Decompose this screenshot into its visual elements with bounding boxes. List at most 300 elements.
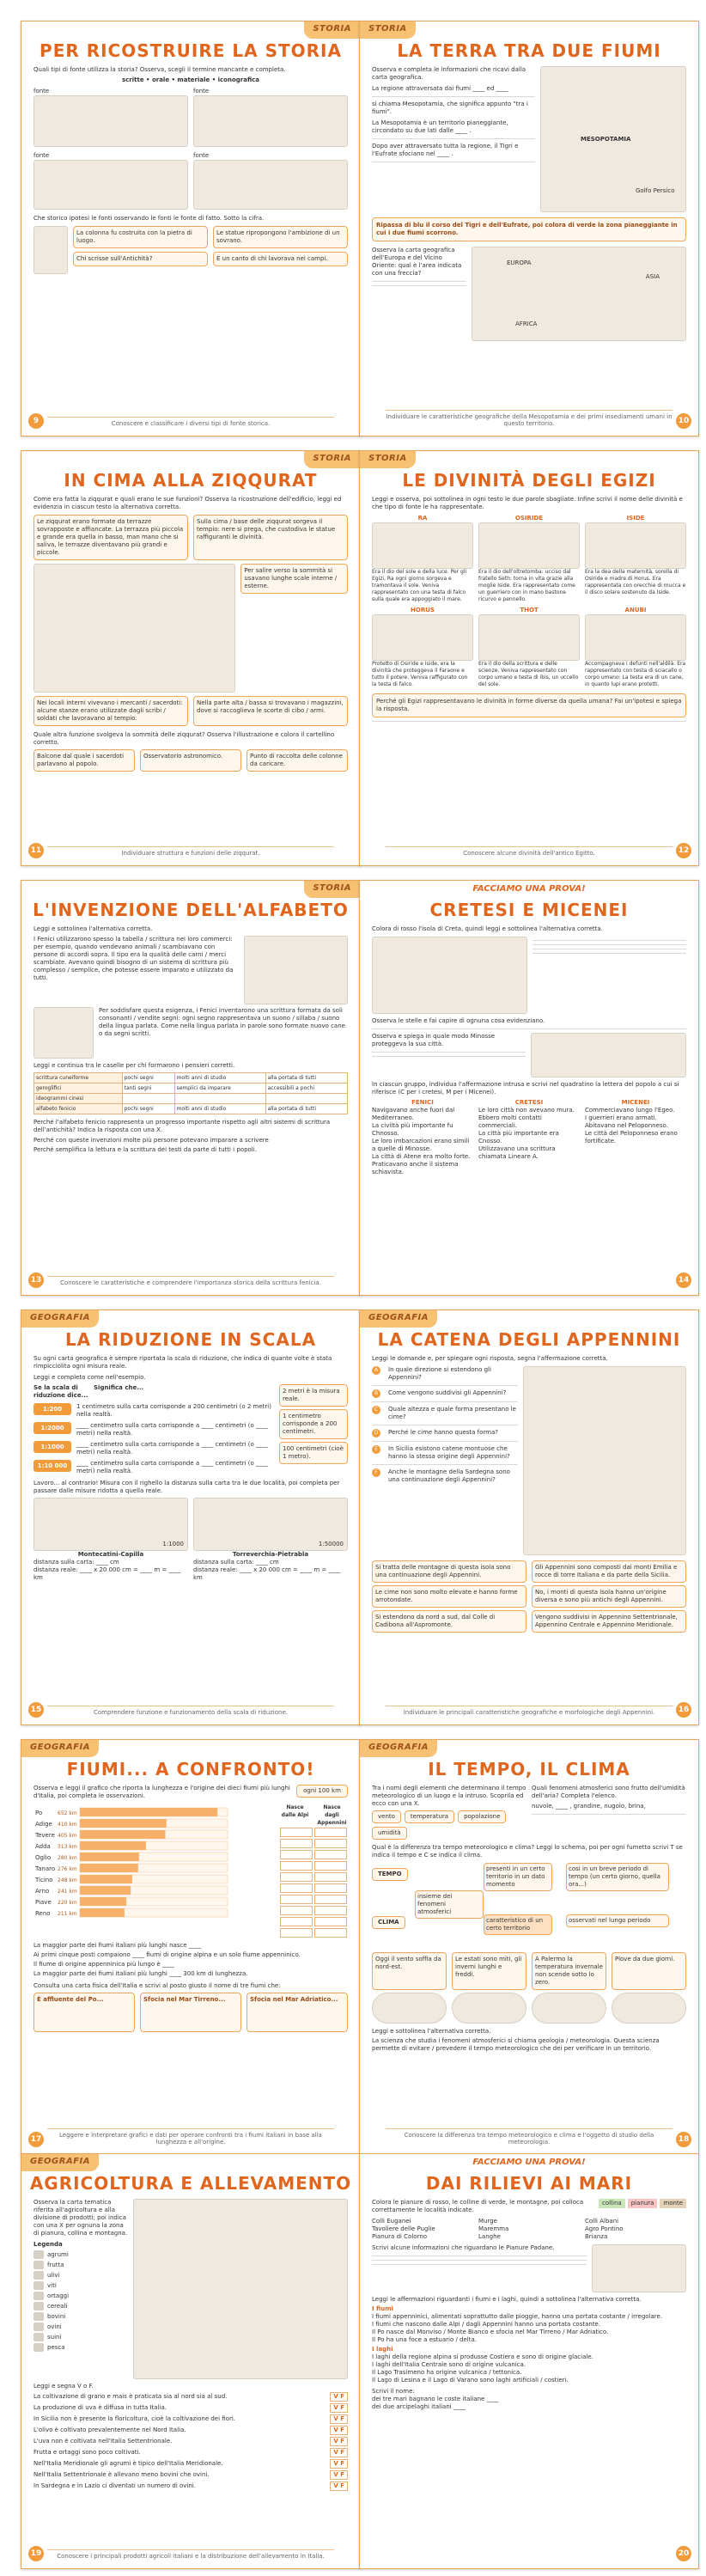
scale-sentence: ____ centimetro sulla carta corrisponde a ____ centimetri (o ____ metri) nella realtà. — [76, 1422, 269, 1437]
tf-row — [33, 2448, 348, 2457]
source-image-1 — [33, 95, 188, 147]
check-cell[interactable] — [314, 1861, 347, 1871]
legend-item — [33, 2333, 128, 2341]
place[interactable]: Pianura di Colorno — [372, 2233, 428, 2240]
deity-image — [372, 522, 473, 569]
answer-card[interactable]: Punto di raccolta delle colonne da caricare. — [246, 749, 348, 772]
river-name: Tanaro — [35, 1865, 56, 1872]
cell[interactable]: semplici da imparare — [174, 1084, 265, 1094]
check-cell[interactable] — [314, 1883, 347, 1893]
weather-bubble: Oggi il vento soffia da nord-est. — [372, 1952, 447, 1990]
tf-statement: La produzione di uva è diffusa in tutta Italia. — [33, 2404, 167, 2411]
origin-check-grid — [279, 1827, 348, 1938]
statement: Commerciavano lungo l'Egeo. — [585, 1107, 675, 1114]
fill-item: La regione attraversata dai fiumi ____ ed ____ — [372, 85, 508, 92]
cell[interactable] — [265, 1094, 347, 1104]
legend-item — [33, 2250, 128, 2259]
speech-bubble: Le statue ripropongono l'ambizione di un sovrano. — [213, 226, 348, 248]
question-1: Leggi e osserva, poi sottolinea in ogni testo le due parole sbagliate. Infine scrivi il nome delle divinità e che tipo di fonte le ha rappresentate. — [372, 496, 683, 510]
river-name: Ticino — [35, 1877, 53, 1883]
tf-row — [33, 2403, 348, 2413]
merchant-illustration — [244, 936, 348, 1004]
column-head: MICENEI — [621, 1099, 650, 1106]
list-hint: nuvole, ____ , grandine, nugolo, brina, — [532, 1803, 646, 1810]
question-1: Colora le pianure di rosso, le colline di verde, le montagne, poi colloca correttamente le località indicate. — [372, 2199, 584, 2213]
option[interactable]: Perché semplifica la lettura e la scrittura dei testi da parte di tutti i popoli. — [33, 1146, 257, 1153]
river-bar — [80, 1875, 132, 1883]
page-number: 9 — [28, 413, 44, 429]
statement: I guerrieri erano armati. — [585, 1114, 657, 1121]
scale-legend: ogni 100 km — [296, 1785, 348, 1798]
question-item: Quale altezza e quale forma presentano le cime? — [388, 1406, 516, 1420]
palace-illustration — [531, 1033, 686, 1077]
check-cell[interactable] — [280, 1906, 313, 1915]
deity-caption: Era il dio della scrittura e delle scienze. Veniva rappresentato con corpo umano e testa di ibis, un uccello del sole. — [478, 661, 579, 687]
answer-card[interactable]: Le cime non sono molto elevate e hanno forme arrotondate. — [372, 1585, 526, 1608]
italy-map — [523, 1366, 686, 1555]
legend-item — [33, 2271, 128, 2280]
deity-name: RA — [417, 515, 428, 522]
observation: Il fiume di origine appenninica più lungo è ____ — [33, 1961, 174, 1968]
check-cell[interactable] — [280, 1895, 313, 1904]
check-row — [279, 1916, 348, 1927]
info-box: Per salire verso la sommità si usavano lunghe scale interne / esterne. — [240, 564, 348, 594]
question-2: Che storico ipotesi le fonti osservando le fonti le fonte di fatto. Sotto la cifra. — [33, 215, 265, 222]
question-item: In quale direzione si estendono gli Appennini? — [388, 1366, 491, 1381]
answer-card[interactable]: Osservatorio astronomico. — [140, 749, 241, 772]
speech-bubble: 1 centimetro corrisponde a 200 centimetri. — [279, 1409, 348, 1439]
option[interactable]: Perché con queste invenzioni molte più persone potevano imparare a scrivere — [33, 1137, 269, 1144]
true-false-toggle[interactable]: V F — [330, 2437, 348, 2446]
deity-name: OSIRIDE — [514, 515, 544, 522]
page-number: 14 — [676, 1273, 691, 1288]
page-ziqqurat — [21, 450, 361, 866]
cell[interactable] — [174, 1094, 265, 1104]
check-cell[interactable] — [280, 1928, 313, 1938]
question-1: Leggi e sottolinea l'alternativa corretta. — [33, 925, 153, 932]
legend-chip: pianura — [628, 2199, 658, 2208]
deity-name: ANUBI — [624, 607, 647, 613]
cell[interactable]: alla portata di tutti — [265, 1104, 347, 1114]
place[interactable]: Maremma — [478, 2225, 509, 2232]
scale-sentence: ____ centimetro sulla carta corrisponde a ____ centimetri (o ____ metri) nella realtà. — [76, 1460, 269, 1474]
scale-badge: 1:200 — [33, 1403, 71, 1415]
place[interactable]: Brianza — [585, 2233, 608, 2240]
place[interactable]: Colli Euganei — [372, 2218, 411, 2225]
check-row — [279, 1927, 348, 1938]
tf-row — [33, 2459, 348, 2469]
cell[interactable]: alla portata di tutti — [265, 1073, 347, 1084]
page-title: DAI RILIEVI AI MARI — [425, 2173, 633, 2194]
question-2: Lavoro... al contrario! Misura con il righello la distanza sulla carta tra le due località, poi completa per passare dalle misure ridotta a quella reale. — [33, 1480, 340, 1494]
statement: Utilizzavano una scrittura chiamata Lineare A. — [478, 1145, 556, 1160]
true-false-toggle[interactable]: V F — [330, 2426, 348, 2435]
column-illustration — [33, 226, 68, 274]
tf-row — [33, 2392, 348, 2402]
legend-label: ortaggi — [47, 2292, 70, 2299]
instruction-box: Ripassa di blu il corso del Tigri e dell'Eufrate, poi colora di verde la zona pianeggiante in cui i due fiumi scorrono. — [372, 217, 686, 241]
person-avatar — [452, 1993, 526, 2024]
page-footer: Leggere e interpretare grafici e dati per operare confronti tra i fiumi italiani in base alla lunghezza e all'origine. — [47, 2128, 334, 2146]
question-1: Leggi e completa come nell'esempio. — [33, 1374, 146, 1381]
question-1: Leggi le domande e, per spiegare ogni risposta, segna l'affermazione corretta. — [372, 1355, 608, 1362]
column-head: FENICI — [411, 1099, 434, 1106]
subject-tab: GEOGRAFIA — [21, 1310, 99, 1328]
fill-line: dei due arcipelaghi italiani ____ — [372, 2403, 466, 2410]
observation: La maggior parte dei fiumi italiani più lunghi nasce ____ — [33, 1942, 201, 1949]
statement: Le loro città non avevano mura. — [478, 1107, 575, 1114]
legend-symbol-icon — [33, 2323, 44, 2331]
scale-sentence: ____ centimetro sulla carta corrisponde a ____ centimetri (o ____ metri) nella realtà. — [76, 1441, 269, 1456]
river-name: Po — [35, 1810, 43, 1816]
speech-bubble: È un canto di chi lavorava nei campi. — [213, 252, 348, 266]
answer-card[interactable]: Si estendono da nord a sud, dal Colle di Cadibona all'Aspromonte. — [372, 1610, 526, 1633]
statement: Le loro imbarcazioni erano simili a quelle di Minosse. — [372, 1138, 470, 1152]
tf-row — [33, 2426, 348, 2435]
check-row — [279, 1838, 348, 1849]
legend-label: agrumi — [47, 2250, 69, 2258]
page-footer: Conoscere e classificare i diversi tipi di fonte storica. — [47, 417, 334, 427]
cell: ideogrammi cinesi — [34, 1094, 123, 1104]
place[interactable]: Tavoliere delle Puglie — [372, 2225, 435, 2232]
cell[interactable]: pochi segni — [122, 1104, 174, 1114]
true-false-toggle[interactable]: V F — [330, 2403, 348, 2413]
italy-agri-map — [133, 2199, 348, 2379]
column-head: Nasce dalle Alpi — [281, 1804, 309, 1818]
legend-symbol-icon — [33, 2333, 44, 2341]
check-cell[interactable] — [314, 1839, 347, 1848]
weather-bubble: Le estati sono miti, gli inverni lunghi e freddi. — [452, 1952, 526, 1990]
mesopotamia-map — [540, 66, 686, 212]
river-length-label: 313 km — [58, 1844, 77, 1850]
concept-box: presenti in un certo territorio in un dato momento — [484, 1863, 552, 1891]
question-2: Consulta una carta fisica dell'Italia e scrivi al posto giusto il nome di tre fiumi che: — [33, 1982, 281, 1989]
statement: Il Po ha una foce a estuario / delta. — [372, 2336, 477, 2343]
speech-bubble: 100 centimetri (cioè 1 metro). — [279, 1442, 348, 1464]
legend-label: bovini — [47, 2312, 66, 2320]
question-1: Osserva la carta tematica riferita all'agricoltura e alla divisione di prodotti; poi indica con una X per ognuna la zona di pianura, collina e montagna. — [33, 2199, 128, 2237]
true-false-toggle[interactable]: V F — [330, 2470, 348, 2480]
true-false-toggle[interactable]: V F — [330, 2448, 348, 2457]
answer-card[interactable]: No, i monti di questa isola hanno un'origine diversa e sono più antichi degli Appennini. — [532, 1585, 686, 1608]
place[interactable]: Agro Pontino — [585, 2225, 624, 2232]
cell[interactable]: molti anni di studio — [174, 1104, 265, 1114]
check-cell[interactable] — [314, 1895, 347, 1904]
check-cell[interactable] — [314, 1850, 347, 1859]
legend-symbol-icon — [33, 2250, 44, 2259]
river-bar — [80, 1864, 138, 1872]
writing-table — [33, 1072, 348, 1114]
statement: Praticavano anche il sistema schiavista. — [372, 1161, 459, 1175]
page-number: 10 — [676, 413, 691, 429]
tf-row — [33, 2437, 348, 2446]
map-label: Golfo Persico — [636, 187, 675, 194]
river-length-label: 241 km — [58, 1889, 77, 1895]
cell: geroglifici — [34, 1084, 123, 1094]
question-2: Scrivi alcune informazioni che riguardano le Pianure Padane. — [372, 2244, 555, 2251]
page-title: CRETESI E MICENEI — [429, 900, 629, 920]
legend-symbol-icon — [33, 2292, 44, 2300]
check-cell[interactable] — [280, 1872, 313, 1882]
choice-chip[interactable]: vento — [372, 1810, 401, 1823]
page-number: 17 — [28, 2132, 44, 2147]
page-number: 15 — [28, 1702, 44, 1718]
answer-card[interactable]: Vengono suddivisi in Appennino Settentrionale, Appennino Centrale e Appennino Meridionale. — [532, 1610, 686, 1633]
cell[interactable]: molti anni di studio — [174, 1073, 265, 1084]
river-box[interactable]: È affluente del Po... — [33, 1993, 135, 2032]
page-title: FIUMI... A CONFRONTO! — [66, 1759, 315, 1779]
cell[interactable]: pochi segni — [122, 1073, 174, 1084]
choice-chip[interactable]: popolazione — [458, 1810, 506, 1823]
subject-tab: GEOGRAFIA — [21, 1740, 99, 1757]
statement: La città più importante era Cnosso. — [478, 1130, 559, 1145]
legend-item — [33, 2292, 128, 2300]
page-terra-due-fiumi — [359, 21, 699, 436]
check-row — [279, 1860, 348, 1871]
page-number: 19 — [28, 2546, 44, 2561]
river-bar — [80, 1886, 131, 1895]
statement: Ebbero molti contatti commerciali. — [478, 1114, 542, 1129]
legend-item — [33, 2261, 128, 2269]
map-label: MESOPOTAMIA — [581, 136, 631, 143]
statement: Il Lago Trasimeno ha origine vulcanica / tettonica. — [372, 2369, 522, 2376]
speech-bubble: La colonna fu costruita con la pietra di luogo. — [73, 226, 208, 248]
crete-map — [372, 937, 527, 1014]
place[interactable]: Langhe — [478, 2233, 501, 2240]
check-cell[interactable] — [280, 1861, 313, 1871]
scale-badge: 1:2000 — [33, 1422, 71, 1434]
speech-bubble: 2 metri è la misura reale. — [279, 1384, 348, 1407]
cell[interactable]: tanti segni — [122, 1084, 174, 1094]
person-avatar — [532, 1993, 606, 2024]
legend-symbol-icon — [33, 2271, 44, 2280]
scribe-illustration — [33, 1007, 94, 1059]
legend-symbol-icon — [33, 2302, 44, 2310]
scale-label: 1:1000 — [162, 1541, 184, 1547]
paragraph: Per soddisfare questa esigenza, i Fenici inventarono una scrittura formata da soli consonanti / vendite segni: ogni segno rappresentava un suono / sillaba / suono della lingua parlata. Come nella lingua parlata in parole sono formate nuovo cane o da segni scritti. — [99, 1007, 345, 1037]
legend-label: ovini — [47, 2323, 62, 2330]
question-1: Osserva e leggi il grafico che riporta la lunghezza e l'origine dei dieci fiumi più lunghi d'Italia, poi completa le osservazioni. — [33, 1785, 290, 1799]
page-tempo-clima — [359, 1739, 699, 2155]
page-number: 18 — [676, 2132, 691, 2147]
deity-caption: Era il dio del sole e della luce. Per gli Egizi, Ra ogni giorno sorgeva e tramontava il sole. Veniva rappresentato con una testa di falco sulla quale era appoggiato il mare. — [372, 569, 467, 602]
check-cell[interactable] — [314, 1906, 347, 1915]
river-box[interactable]: Sfocia nel Mar Adriatico... — [246, 1993, 348, 2032]
deity-image — [478, 614, 580, 661]
info-box: Le ziqqurat erano formate da terrazze sovrapposte e affiancate. La terrazza più piccola e grande era quella in basso, man mano che si saliva, le terrazze diventavano più grandi e piccole. — [33, 515, 188, 560]
statement: Il Lago di Lesina e il Lago di Varano sono laghi artificiali / costieri. — [372, 2377, 569, 2384]
source-label: fonte — [193, 152, 210, 159]
check-row — [279, 1894, 348, 1905]
page-footer: Conoscere la differenza tra tempo meteorologico e clima e l'oggetto di studio della meteorologia. — [386, 2128, 673, 2146]
legend-symbol-icon — [33, 2261, 44, 2269]
subject-tab: STORIA — [304, 21, 360, 39]
fill-item: Dopo aver attraversato tutta la regione, il Tigri e l'Eufrate sfociano nel ____ . — [372, 143, 519, 157]
question-3: Qual è la differenza tra tempo meteorologico e clima? Leggi lo schema, poi per ogni fumetto scrivi T se indica il tempo e C se indica il clima. — [372, 1844, 683, 1859]
river-name: Adda — [35, 1843, 51, 1850]
true-false-list — [33, 2392, 348, 2491]
check-row — [279, 1871, 348, 1883]
page-divinita-egizi — [359, 450, 699, 866]
check-cell[interactable] — [314, 1872, 347, 1882]
check-cell[interactable] — [314, 1928, 347, 1938]
page-alfabeto — [21, 880, 361, 1296]
concept-tempo: TEMPO — [372, 1868, 408, 1881]
river-bar — [80, 1830, 166, 1839]
page-number: 13 — [28, 1273, 44, 1288]
place[interactable]: Murge — [478, 2218, 497, 2225]
page-appennini: GEOGRAFIA LA CATENA DEGLI APPENNINI Leggi le domande e, per spiegare ogni risposta, segna l'affermazione corretta. A In quale direzione si estendono gli Appennini? B Come vengono suddivisi gli Appennini? C Quale altezza e quale forma presentano le cime? D Perché le cime hanno questa forma? E In Sicilia esistono catene montuose che hanno la stessa origine degli Appennini? F Anche le montagne della Sardegna sono una continuazione degli Appennini? Si tratta delle montagne di questa isola sono una continuazione degli Appennini. Gli Appennini sono composti dai monti Emilia e rocce di torre Italiana e da parte della Sicilia. Le cime non sono molto elevate e hanno forme arrotondate. No, i monti di questa isola hanno un'origine diversa e sono più antichi degli Appennini. Si estendono da nord a sud, dal Colle di Cadibona all'Aspromonte. Vengono suddivisi in Appennino Settentrionale, Appennino Centrale e Appennino Meridionale. Individuare le principali caratteristiche geografiche e morfologiche degli Appennini. 16 — [359, 1309, 699, 1725]
page-title: LA CATENA DEGLI APPENNINI — [377, 1329, 681, 1350]
calc-line: distanza reale: ____ x 20 000 cm = ____ m = ____ km — [193, 1566, 341, 1581]
page-number: 20 — [676, 2546, 691, 2561]
deity-caption: Accompagnava i defunti nell'aldilà. Era rappresentato con testa di sciacallo o corpo umano: La testa era di un cane, in quanto lupi erano protetti. — [585, 661, 686, 687]
table-head: Significa che... — [94, 1384, 144, 1391]
question-3: Leggi le affermazioni riguardanti i fiumi e i laghi, quindi a sottolinea l'alternativa corretta. — [372, 2296, 642, 2303]
deity-name: ISIDE — [626, 515, 645, 522]
source-label: fonte — [33, 88, 50, 95]
statement: Abitavano nel Peloponneso. — [585, 1122, 668, 1129]
page-footer: Conoscere i principali prodotti agricoli italiani e la distribuzione dell'allevamento in Italia. — [47, 2549, 334, 2560]
page-title: LA RIDUZIONE IN SCALA — [64, 1329, 317, 1350]
source-image-4 — [193, 160, 348, 210]
river-length-label: 652 km — [58, 1810, 77, 1816]
deity-image — [585, 522, 686, 569]
check-cell[interactable] — [280, 1917, 313, 1926]
deity-name: HORUS — [411, 607, 435, 613]
check-cell[interactable] — [314, 1917, 347, 1926]
check-cell[interactable] — [280, 1883, 313, 1893]
check-cell[interactable] — [280, 1839, 313, 1848]
choice-chip[interactable]: temperatura — [405, 1810, 454, 1823]
river-length-label: 248 km — [58, 1877, 77, 1883]
page-title: PER RICOSTRUIRE LA STORIA — [40, 40, 342, 61]
deity-name: THOT — [520, 607, 539, 613]
answer-card[interactable]: Balcone dal quale i sacerdoti parlavano al popolo. — [33, 749, 135, 772]
question-4: Leggi e sottolinea l'alternativa corretta. — [372, 2028, 491, 2035]
cell[interactable]: accessibili a pochi — [265, 1084, 347, 1094]
observation: Ai primi cinque posti compaiono ____ fiumi di origine alpina e un solo fiume appenninico. — [33, 1951, 301, 1958]
question-3: Osserva e spiega in quale modo Minosse proteggeva la sua città. — [372, 1033, 496, 1047]
ziqqurat-illustration — [33, 564, 235, 693]
river-length-label: 211 km — [58, 1911, 77, 1917]
river-name: Adige — [35, 1821, 52, 1828]
tf-statement: In Sardegna e in Lazio ci diventati un numero di ovini. — [33, 2482, 196, 2489]
calc-line: distanza sulla carta: ____ cm — [33, 1559, 119, 1566]
river-bar — [80, 1808, 217, 1816]
page-title: AGRICOLTURA E ALLEVAMENTO — [29, 2173, 352, 2194]
subject-tab: GEOGRAFIA — [360, 1310, 437, 1328]
river-name: Oglio — [35, 1854, 52, 1861]
check-row — [279, 1905, 348, 1916]
page-title: LA TERRA TRA DUE FIUMI — [397, 40, 661, 61]
tf-statement: Nell'Italia Meridionale gli agrumi è tipico dell'Italia Meridionale. — [33, 2460, 223, 2467]
true-false-toggle[interactable]: V F — [330, 2459, 348, 2469]
tf-statement: L'uva non è coltivata nell'Italia Settentrionale. — [33, 2438, 173, 2445]
answer-card[interactable]: Si tratta delle montagne di questa isola sono una continuazione degli Appennini. — [372, 1560, 526, 1583]
legend-chip: monte — [660, 2199, 686, 2208]
source-label: fonte — [193, 88, 210, 95]
column-head: CRETESI — [514, 1099, 544, 1106]
true-false-toggle[interactable]: V F — [330, 2414, 348, 2424]
question-1: Come era fatta la ziqqurat e quali erano le sue funzioni? Osserva la ricostruzione dell'edificio, leggi ed evidenzia in ciascun testo la alternativa corretta. — [33, 496, 342, 510]
true-false-toggle[interactable]: V F — [330, 2481, 348, 2491]
page-rilievi-mari — [359, 2153, 699, 2569]
statement: La civiltà più importante fu Chnosso. — [372, 1122, 453, 1137]
choice-chip[interactable]: umidità — [372, 1827, 407, 1840]
river-bar — [80, 1853, 139, 1861]
subject-tab: STORIA — [304, 451, 360, 468]
map-label: AFRICA — [515, 320, 538, 327]
scale-badge: 1:10 000 — [33, 1460, 71, 1472]
question-2: Osserva le stelle e fai capire di ognuna cosa evidenziano. — [372, 1017, 545, 1024]
statement: Le città del Peloponneso erano fortificate. — [585, 1130, 678, 1145]
place[interactable]: Colli Albani — [585, 2218, 619, 2225]
legend-item — [33, 2312, 128, 2321]
page-riduzione-scala — [21, 1309, 361, 1725]
person-avatar — [612, 1993, 686, 2024]
tf-statement: L'olivo è coltivato prevalentemente nel Nord Italia. — [33, 2426, 186, 2433]
river-name: Arno — [35, 1888, 50, 1895]
tf-statement: La coltivazione di grano e mais è praticata sia al nord sia al sud. — [33, 2393, 228, 2400]
page-title: IL TEMPO, IL CLIMA — [428, 1759, 630, 1779]
page-agricoltura — [21, 2153, 361, 2569]
legend-label: ulivi — [47, 2271, 60, 2279]
page-title: IN CIMA ALLA ZIQQURAT — [64, 470, 318, 491]
legend-label: suini — [47, 2333, 62, 2341]
legend-item — [33, 2281, 128, 2290]
answer-card[interactable]: Gli Appennini sono composti dai monti Emilia e rocce di torre Italiana e da parte della Sicilia. — [532, 1560, 686, 1583]
map-label: EUROPA — [507, 259, 532, 266]
statement: La città di Atene era molto forte. — [372, 1153, 471, 1160]
info-box: Sulla cima / base delle ziqqurat sorgeva il tempio: nere si prega, che custodiva le statue raffiguranti le divinità. — [193, 515, 348, 560]
speech-bubble: Chi scrisse sull'Antichità? — [73, 252, 208, 266]
legend-symbol-icon — [33, 2281, 44, 2290]
cell[interactable] — [122, 1094, 174, 1104]
deity-image — [372, 614, 473, 661]
question-item: Anche le montagne della Sardegna sono una continuazione degli Appennini? — [388, 1468, 510, 1483]
source-image-3 — [33, 160, 188, 210]
page-number: 12 — [676, 843, 691, 858]
word-bank: scritte • orale • materiale • iconografica — [121, 76, 259, 83]
statement: I laghi della regione alpina si produsse Costiera e sono di origine glaciale. — [372, 2353, 593, 2360]
statement: I fiumi che nascono dalle Alpi / dagli Appennini hanno una portata costante. — [372, 2321, 601, 2328]
check-cell[interactable] — [314, 1828, 347, 1837]
check-cell[interactable] — [280, 1828, 313, 1837]
map-caption: Montecatini-Capilla — [77, 1551, 144, 1558]
check-row — [279, 1849, 348, 1860]
question-2: Quale altra funzione svolgeva la sommità delle ziqqurat? Osserva l'illustrazione e colora il cartellino corretto. — [33, 731, 335, 746]
tf-row — [33, 2414, 348, 2424]
page-ricostruire-storia — [21, 21, 361, 436]
river-length-label: 276 km — [58, 1866, 77, 1872]
deity-caption: Era il dio dell'oltretomba: ucciso dal fratello Seth: torna in vita grazie alla moglie Iside. Era rappresentato come un guerriero con in mano bastone ricurvo e pennello. — [478, 569, 575, 602]
deity-image — [478, 522, 580, 569]
question-item: Perché le cime hanno questa forma? — [388, 1429, 498, 1436]
concept-box: cosi in un breve periodo di tempo (un certo giorno, quella ora...) — [566, 1863, 669, 1891]
statement: Il Po nasce dal Monviso / Monte Bianco e sfocia nel Mar Tirreno / Mar Adriatico. — [372, 2329, 609, 2335]
river-box[interactable]: Sfocia nel Mar Tirreno... — [140, 1993, 241, 2032]
true-false-toggle[interactable]: V F — [330, 2392, 348, 2402]
tf-statement: In Sicilia non è presente la floricoltura, cioè la coltivazione dei fiori. — [33, 2415, 236, 2422]
page-footer: Individuare struttura e funzioni delle ziqqurat. — [47, 846, 334, 857]
deity-caption: Protetto di Osiride e Iside, era la divinità che proteggeva il Faraone e tutto il potere. Veniva raffigurato con la testa di falco. — [372, 661, 468, 687]
legend-chip: collina — [599, 2199, 625, 2208]
weather-bubble: A Palermo la temperatura invernale non scende sotto lo zero. — [532, 1952, 606, 1990]
river-bar — [80, 1819, 167, 1828]
check-cell[interactable] — [280, 1850, 313, 1859]
cell: scrittura cuneiforme — [34, 1073, 123, 1084]
